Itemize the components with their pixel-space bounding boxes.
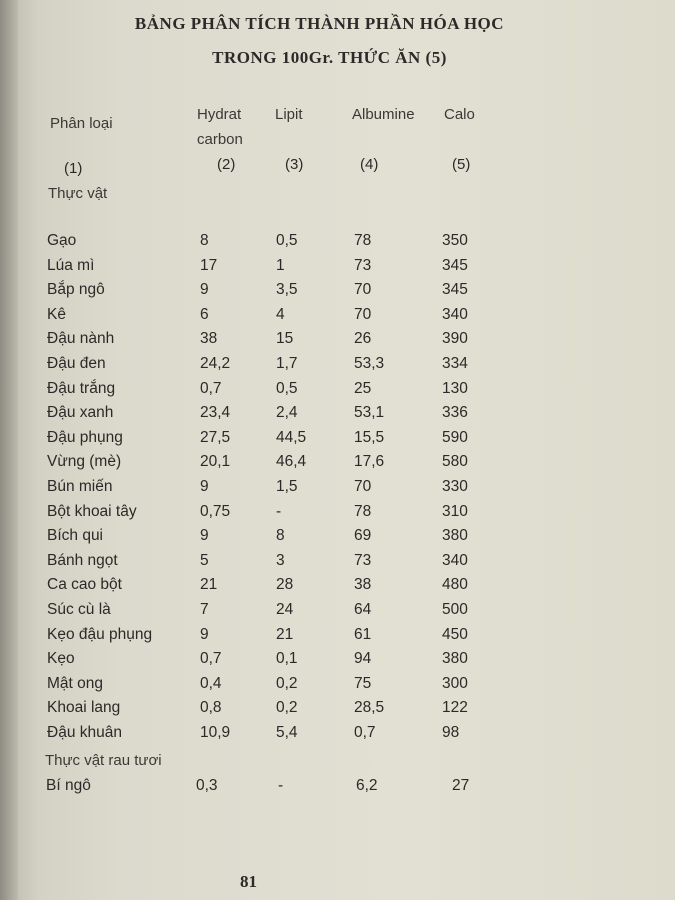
calo-value: 340 (442, 551, 468, 569)
food-name: Bắp ngô (47, 281, 105, 299)
food-name: Bột khoai tây (47, 502, 137, 520)
hydrat-value: 20,1 (200, 453, 231, 471)
albumine-value: 78 (354, 502, 372, 520)
food-name: Súc cù là (47, 601, 111, 618)
food-name: Đậu đen (47, 355, 106, 372)
table-row (0, 724, 675, 748)
hydrat-value: 0,3 (196, 777, 218, 794)
section-thuc-vat: Thực vật (48, 185, 108, 202)
albumine-value: 64 (354, 601, 372, 618)
albumine-value: 38 (354, 576, 372, 594)
calo-value: 450 (442, 625, 468, 643)
hydrat-value: 9 (200, 478, 209, 495)
calo-value: 580 (442, 453, 468, 471)
food-name: Đậu khuân (47, 724, 122, 741)
food-name: Kẹo (47, 650, 75, 668)
calo-value: 480 (442, 576, 468, 594)
albumine-value: 6,2 (356, 777, 378, 794)
calo-value: 345 (442, 256, 468, 274)
food-name: Bích qui (47, 527, 104, 545)
lipit-value: 0,2 (276, 699, 298, 717)
calo-value: 380 (442, 650, 468, 668)
calo-value: 380 (442, 527, 468, 545)
col-number-1: (1) (64, 160, 83, 177)
table-row (0, 330, 675, 354)
header-category: Phân loại (50, 115, 113, 132)
albumine-value: 75 (354, 674, 372, 692)
hydrat-value: 9 (200, 281, 209, 299)
calo-value: 350 (442, 232, 468, 249)
food-name: Bí ngô (46, 777, 91, 794)
albumine-value: 61 (354, 625, 372, 643)
page-number: 81 (240, 872, 257, 891)
hydrat-value: 5 (200, 551, 209, 569)
albumine-value: 73 (354, 256, 372, 274)
food-name: Đậu nành (47, 330, 115, 348)
hydrat-value: 0,7 (200, 650, 222, 668)
hydrat-value: 24,2 (200, 355, 231, 372)
table-row (0, 675, 675, 699)
lipit-value: 0,5 (276, 379, 298, 397)
albumine-value: 53,1 (354, 404, 385, 422)
lipit-value: 21 (276, 625, 294, 643)
food-name: Kê (47, 305, 66, 323)
albumine-value: 73 (354, 551, 372, 569)
food-name: Đậu xanh (47, 404, 114, 422)
table-row (0, 576, 675, 600)
albumine-value: 53,3 (354, 355, 385, 372)
calo-value: 330 (442, 478, 468, 495)
food-name: Mật ong (47, 674, 104, 692)
calo-value: 345 (442, 281, 468, 299)
food-name: Gạo (47, 232, 77, 249)
lipit-value: 15 (276, 330, 294, 348)
col-number-3: (3) (285, 156, 304, 173)
table-row (0, 380, 675, 404)
header-lipit: Lipit (275, 106, 303, 123)
food-name: Đậu trắng (47, 379, 116, 397)
food-name: Bún miến (47, 478, 113, 495)
food-name: Ca cao bột (47, 576, 122, 594)
albumine-value: 28,5 (354, 699, 385, 717)
lipit-value: 24 (276, 601, 294, 618)
lipit-value: 1,5 (276, 478, 298, 495)
lipit-value: 0,2 (276, 674, 298, 692)
lipit-value: - (276, 502, 282, 520)
table-row (0, 257, 675, 281)
hydrat-value: 23,4 (200, 404, 231, 422)
hydrat-value: 6 (200, 305, 209, 323)
table-row (0, 453, 675, 477)
table-row (0, 552, 675, 576)
lipit-value: 3 (276, 551, 285, 569)
calo-value: 500 (442, 601, 468, 618)
food-name: Lúa mì (47, 256, 95, 274)
albumine-value: 70 (354, 281, 372, 299)
lipit-value: 44,5 (276, 428, 307, 446)
hydrat-value: 9 (200, 527, 209, 545)
calo-value: 340 (442, 305, 468, 323)
calo-value: 310 (442, 502, 468, 520)
hydrat-value: 21 (200, 576, 218, 594)
albumine-value: 17,6 (354, 453, 385, 471)
hydrat-value: 0,8 (200, 699, 222, 717)
table-row (0, 355, 675, 379)
calo-value: 130 (442, 379, 468, 397)
hydrat-value: 27,5 (200, 428, 231, 446)
albumine-value: 69 (354, 527, 372, 545)
albumine-value: 25 (354, 379, 372, 397)
lipit-value: 46,4 (276, 453, 307, 471)
title-line-2: TRONG 100Gr. THỨC ĂN (5) (212, 48, 447, 67)
section-thuc-vat-rau-tuoi: Thực vật rau tươi (45, 752, 162, 769)
title-line-1: BẢNG PHÂN TÍCH THÀNH PHẦN HÓA HỌC (134, 14, 505, 33)
calo-value: 122 (442, 699, 468, 717)
hydrat-value: 8 (200, 232, 209, 249)
lipit-value: 0,5 (276, 232, 298, 249)
food-name: Bánh ngọt (47, 551, 118, 569)
table-row (0, 232, 675, 256)
table-row (0, 699, 675, 723)
hydrat-value: 17 (200, 256, 218, 274)
albumine-value: 78 (354, 232, 372, 249)
food-name: Đậu phụng (47, 428, 123, 446)
lipit-value: 0,1 (276, 650, 298, 668)
table-row (0, 601, 675, 625)
table-row (0, 281, 675, 305)
lipit-value: 3,5 (276, 281, 298, 299)
calo-value: 300 (442, 674, 468, 692)
food-name: Khoai lang (47, 699, 121, 717)
header-calo: Calo (444, 106, 475, 123)
table-row (0, 777, 675, 801)
hydrat-value: 0,7 (200, 379, 222, 397)
hydrat-value: 7 (200, 601, 209, 618)
table-row (0, 650, 675, 674)
table-row (0, 503, 675, 527)
hydrat-value: 9 (200, 625, 209, 643)
food-name: Kẹo đậu phụng (47, 625, 153, 643)
col-number-5: (5) (452, 156, 471, 173)
albumine-value: 70 (354, 305, 372, 323)
calo-value: 390 (442, 330, 468, 348)
table-row (0, 306, 675, 330)
lipit-value: 2,4 (276, 404, 298, 422)
col-number-2: (2) (217, 156, 236, 173)
calo-value: 590 (442, 428, 468, 446)
hydrat-value: 0,4 (200, 674, 222, 692)
table-row (0, 404, 675, 428)
lipit-value: - (278, 777, 284, 794)
lipit-value: 28 (276, 576, 294, 594)
albumine-value: 70 (354, 478, 372, 495)
table-row (0, 527, 675, 551)
hydrat-value: 10,9 (200, 724, 231, 741)
calo-value: 27 (452, 777, 470, 794)
lipit-value: 1,7 (276, 355, 298, 372)
albumine-value: 26 (354, 330, 372, 348)
table-row (0, 429, 675, 453)
hydrat-value: 0,75 (200, 502, 231, 520)
header-albumine: Albumine (352, 106, 415, 123)
albumine-value: 94 (354, 650, 372, 668)
hydrat-value: 38 (200, 330, 218, 348)
albumine-value: 0,7 (354, 724, 376, 741)
calo-value: 334 (442, 355, 468, 372)
header-carbon: carbon (197, 131, 243, 148)
lipit-value: 8 (276, 527, 285, 545)
table-row (0, 478, 675, 502)
col-number-4: (4) (360, 156, 379, 173)
calo-value: 336 (442, 404, 468, 422)
albumine-value: 15,5 (354, 428, 385, 446)
lipit-value: 1 (276, 256, 285, 274)
food-name: Vừng (mè) (47, 453, 122, 471)
lipit-value: 4 (276, 305, 285, 323)
calo-value: 98 (442, 724, 460, 741)
table-row (0, 626, 675, 650)
header-hydrat: Hydrat (197, 106, 242, 123)
lipit-value: 5,4 (276, 724, 298, 741)
